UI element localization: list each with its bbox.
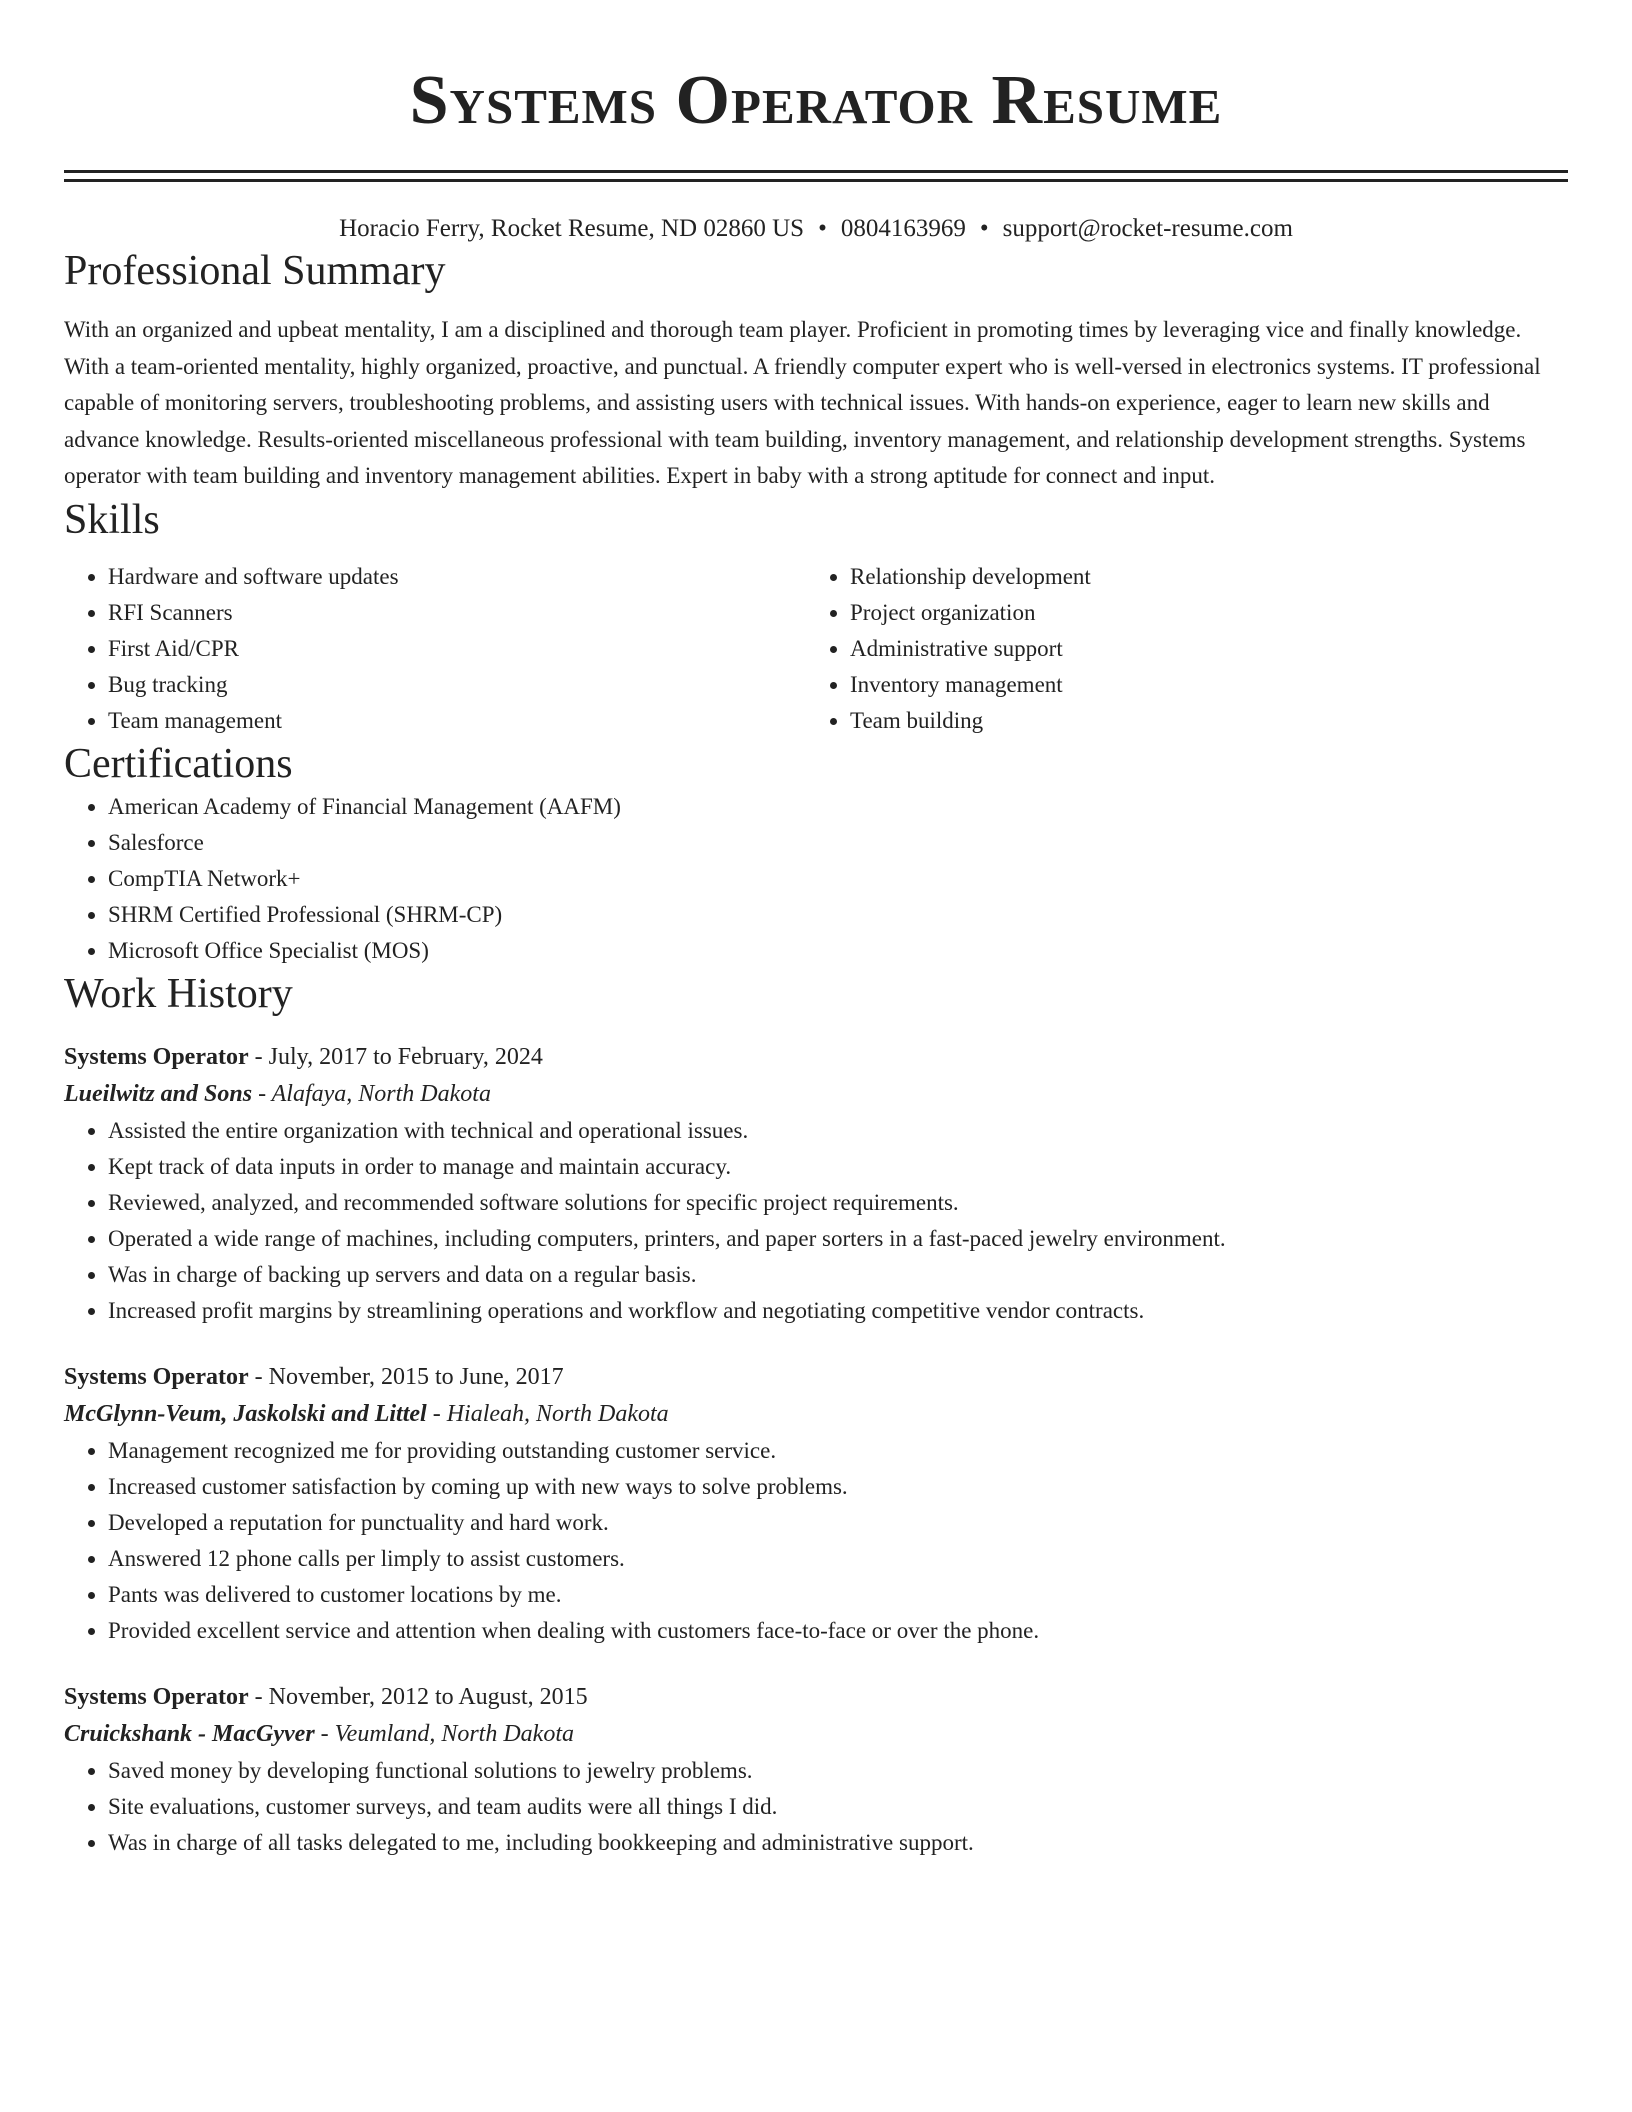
skills-column-right [806,559,1548,739]
skill-item: • Bug tracking [108,667,806,703]
contact-line [64,212,1568,246]
job-duty-item: • Reviewed, analyzed, and recommended software solutions for specific project requirements. [108,1185,1568,1221]
summary-text: With an organized and upbeat mentality, I am a disciplined and thorough team player. Proficient in promoting times by leveraging vice and finally knowledge. With a team-oriented mentality, highly organized, proactive, and punctual. A friendly computer expert who is well-versed in electronics systems. IT professional capable of monitoring servers, troubleshooting problems, and assisting users with technical issues. With hands-on experience, eager to learn new skills and advance knowledge. Results-oriented miscellaneous professional with team building, inventory management, and relationship development strengths. Systems operator with team building and inventory management abilities. Expert in baby with a strong aptitude for connect and input. [64,317,1541,488]
job-company: Cruickshank - MacGyver [64,1720,315,1747]
contact-email: support@rocket-resume.com [1002,215,1293,242]
job-duties-list [64,1433,1568,1649]
skills-column-left [64,559,806,739]
certifications-heading: Certifications [64,740,293,787]
job-duty-item: • Developed a reputation for punctuality and hard work. [108,1505,1568,1541]
job-duty-item: • Was in charge of all tasks delegated to me, including bookkeeping and administrative support. [108,1825,1568,1861]
skill-item: • First Aid/CPR [108,631,806,667]
job-employer [64,1715,1568,1753]
job-entry [64,1359,1568,1649]
skill-item: • Administrative support [850,631,1548,667]
contact-phone: 0804163969 [840,215,966,242]
job-dates: - November, 2015 to June, 2017 [248,1363,564,1390]
job-duty-item: • Was in charge of backing up servers and data on a regular basis. [108,1257,1568,1293]
job-company: Lueilwitz and Sons [64,1080,253,1107]
job-duties-list [64,1113,1568,1329]
skill-item: • Team management [108,703,806,739]
skills-heading: Skills [64,496,160,543]
certification-item: • Salesforce [108,825,1568,861]
job-duty-item: • Increased customer satisfaction by coming up with new ways to solve problems. [108,1469,1568,1505]
job-dates: - July, 2017 to February, 2024 [248,1043,543,1070]
job-duty-item: • Answered 12 phone calls per limply to assist customers. [108,1541,1568,1577]
job-location: - Veumland, North Dakota [314,1720,574,1747]
job-location: - Alafaya, North Dakota [252,1080,491,1107]
skills-list-right [806,559,1548,739]
job-header [64,1039,1568,1075]
job-company: McGlynn-Veum, Jaskolski and Littel [64,1400,427,1427]
skills-list-left [64,559,806,739]
skills-grid [64,559,1568,739]
skill-item: • Project organization [850,595,1548,631]
job-duty-item: • Assisted the entire organization with technical and operational issues. [108,1113,1568,1149]
job-duty-item: • Provided excellent service and attention when dealing with customers face-to-face or over the phone. [108,1613,1568,1649]
job-duty-item: • Management recognized me for providing outstanding customer service. [108,1433,1568,1469]
job-duty-item: • Kept track of data inputs in order to manage and maintain accuracy. [108,1149,1568,1185]
skill-item: • RFI Scanners [108,595,806,631]
contact-address: Horacio Ferry, Rocket Resume, ND 02860 US [339,215,805,242]
contact-separator: • [979,215,989,242]
job-duty-item: • Increased profit margins by streamlining operations and workflow and negotiating competitive vendor contracts. [108,1293,1568,1329]
job-header [64,1679,1568,1715]
job-employer [64,1075,1568,1113]
certification-item: • American Academy of Financial Management (AAFM) [108,789,1568,825]
certification-item: • CompTIA Network+ [108,861,1568,897]
skill-item: • Hardware and software updates [108,559,806,595]
job-title: Systems Operator [64,1043,249,1070]
certification-item: • SHRM Certified Professional (SHRM-CP) [108,897,1568,933]
job-duties-list [64,1753,1568,1861]
certifications-list [64,789,1568,969]
summary-heading: Professional Summary [64,248,446,294]
job-duty-item: • Operated a wide range of machines, including computers, printers, and paper sorters in a fast-paced jewelry environment. [108,1221,1568,1257]
job-header [64,1359,1568,1395]
job-location: - Hialeah, North Dakota [426,1400,669,1427]
job-duty-item: • Site evaluations, customer surveys, and team audits were all things I did. [108,1789,1568,1825]
resume-title: Systems Operator Resume [409,62,1223,139]
job-entry [64,1679,1568,1861]
skill-item: • Inventory management [850,667,1548,703]
job-entry [64,1039,1568,1329]
job-duty-item: • Pants was delivered to customer locations by me. [108,1577,1568,1613]
job-title: Systems Operator [64,1363,249,1390]
job-employer [64,1395,1568,1433]
skill-item: • Team building [850,703,1548,739]
job-title: Systems Operator [64,1683,249,1710]
job-duty-item: • Saved money by developing functional solutions to jewelry problems. [108,1753,1568,1789]
job-dates: - November, 2012 to August, 2015 [248,1683,588,1710]
work-history-heading: Work History [64,970,293,1017]
title-divider [64,170,1568,182]
contact-separator: • [818,215,827,242]
certification-item: • Microsoft Office Specialist (MOS) [108,933,1568,969]
skill-item: • Relationship development [850,559,1548,595]
